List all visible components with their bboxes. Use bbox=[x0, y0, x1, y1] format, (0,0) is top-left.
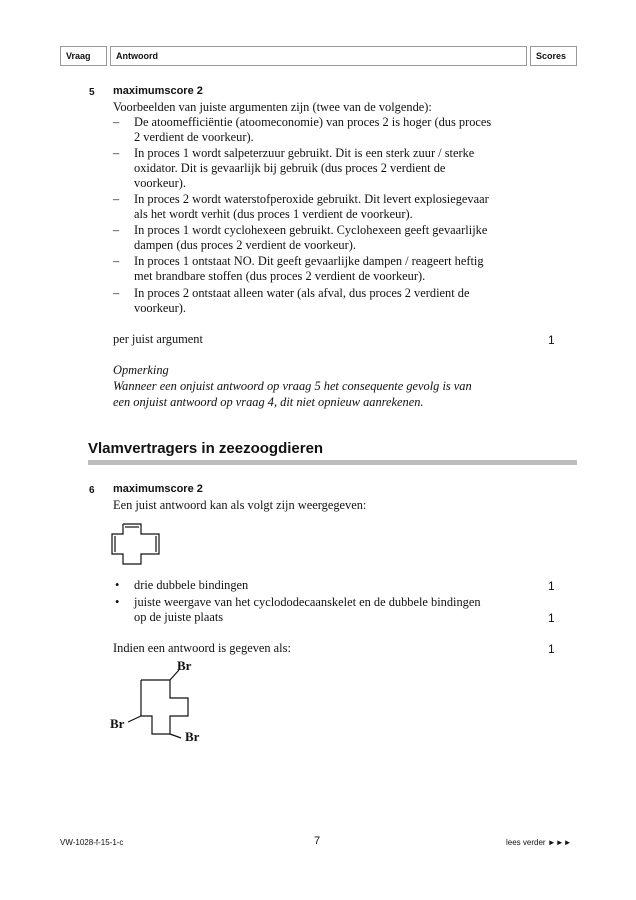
remark-line: een onjuist antwoord op vraag 4, dit niet opnieuw aanrekenen. bbox=[113, 395, 424, 409]
page-number: 7 bbox=[314, 835, 321, 847]
argument-line: oxidator. Dit is gevaarlijk bij gebruik (dus proces 2 verdient de bbox=[134, 161, 446, 175]
bromine-label: Br bbox=[110, 716, 125, 731]
section-divider bbox=[88, 460, 577, 465]
cyclododecatriene-structure bbox=[108, 520, 168, 570]
argument-line: In proces 2 ontstaat alleen water (als afval, dus proces 2 verdient de bbox=[134, 286, 470, 300]
answer-intro: Een juist antwoord kan als volgt zijn weergegeven: bbox=[113, 498, 367, 512]
criterion-line: juiste weergave van het cyclododecaanskelet en de dubbele bindingen bbox=[134, 595, 481, 609]
header-col-antwoord: Antwoord bbox=[110, 46, 527, 66]
section-title: Vlamvertragers in zeezoogdieren bbox=[88, 440, 324, 457]
bullet-dash: – bbox=[113, 254, 120, 268]
bullet-dash: – bbox=[113, 146, 120, 160]
remark-line: Wanneer een onjuist antwoord op vraag 5 het consequente gevolg is van bbox=[113, 379, 472, 393]
question-number: 6 bbox=[89, 485, 95, 496]
criterion-score: 1 bbox=[548, 579, 555, 593]
bullet-dash: – bbox=[113, 115, 120, 129]
argument-line: dampen (dus proces 2 verdient de voorkeur). bbox=[134, 238, 356, 252]
alternative-intro: Indien een antwoord is gegeven als: bbox=[113, 641, 291, 655]
argument-line: voorkeur). bbox=[134, 176, 186, 190]
argument-line: met brandbare stoffen (dus proces 2 verdient de voorkeur). bbox=[134, 269, 426, 283]
bromine-label: Br bbox=[177, 658, 192, 673]
tribromo-structure bbox=[108, 658, 208, 744]
maximumscore-label: maximumscore 2 bbox=[113, 483, 203, 495]
criterion-score: 1 bbox=[548, 611, 555, 625]
argument-line: De atoomefficiëntie (atoomeconomie) van proces 2 is hoger (dus proces bbox=[134, 115, 492, 129]
argument-line: In proces 1 ontstaat NO. Dit geeft gevaarlijke dampen / reageert heftig bbox=[134, 254, 484, 268]
argument-line: In proces 1 wordt cyclohexeen gebruikt. Cyclohexeen geeft gevaarlijke bbox=[134, 223, 488, 237]
remark-title: Opmerking bbox=[113, 363, 169, 377]
per-argument-score: 1 bbox=[548, 333, 555, 347]
question-number: 5 bbox=[89, 87, 95, 98]
alternative-score: 1 bbox=[548, 642, 555, 656]
header-col-scores: Scores bbox=[530, 46, 577, 66]
argument-line: voorkeur). bbox=[134, 301, 186, 315]
bullet-dot: • bbox=[115, 578, 120, 592]
argument-line: In proces 1 wordt salpeterzuur gebruikt. Dit is een sterk zuur / sterke bbox=[134, 146, 475, 160]
criterion-line: op de juiste plaats bbox=[134, 610, 224, 624]
bullet-dash: – bbox=[113, 286, 120, 300]
argument-line: als het wordt verhit (dus proces 1 verdient de voorkeur). bbox=[134, 207, 413, 221]
maximumscore-label: maximumscore 2 bbox=[113, 85, 203, 97]
header-col-vraag: Vraag bbox=[60, 46, 107, 66]
criterion-line: drie dubbele bindingen bbox=[134, 578, 249, 592]
per-argument-label: per juist argument bbox=[113, 332, 203, 346]
argument-line: 2 verdient de voorkeur). bbox=[134, 130, 254, 144]
document-code: VW-1028-f-15-1-c bbox=[60, 838, 124, 847]
continue-label: lees verder ►►► bbox=[506, 838, 572, 847]
bullet-dot: • bbox=[115, 595, 120, 609]
argument-line: In proces 2 wordt waterstofperoxide gebruikt. Dit levert explosiegevaar bbox=[134, 192, 489, 206]
bromine-label: Br bbox=[185, 729, 200, 744]
bullet-dash: – bbox=[113, 223, 120, 237]
bullet-dash: – bbox=[113, 192, 120, 206]
answer-intro: Voorbeelden van juiste argumenten zijn (twee van de volgende): bbox=[113, 100, 432, 114]
